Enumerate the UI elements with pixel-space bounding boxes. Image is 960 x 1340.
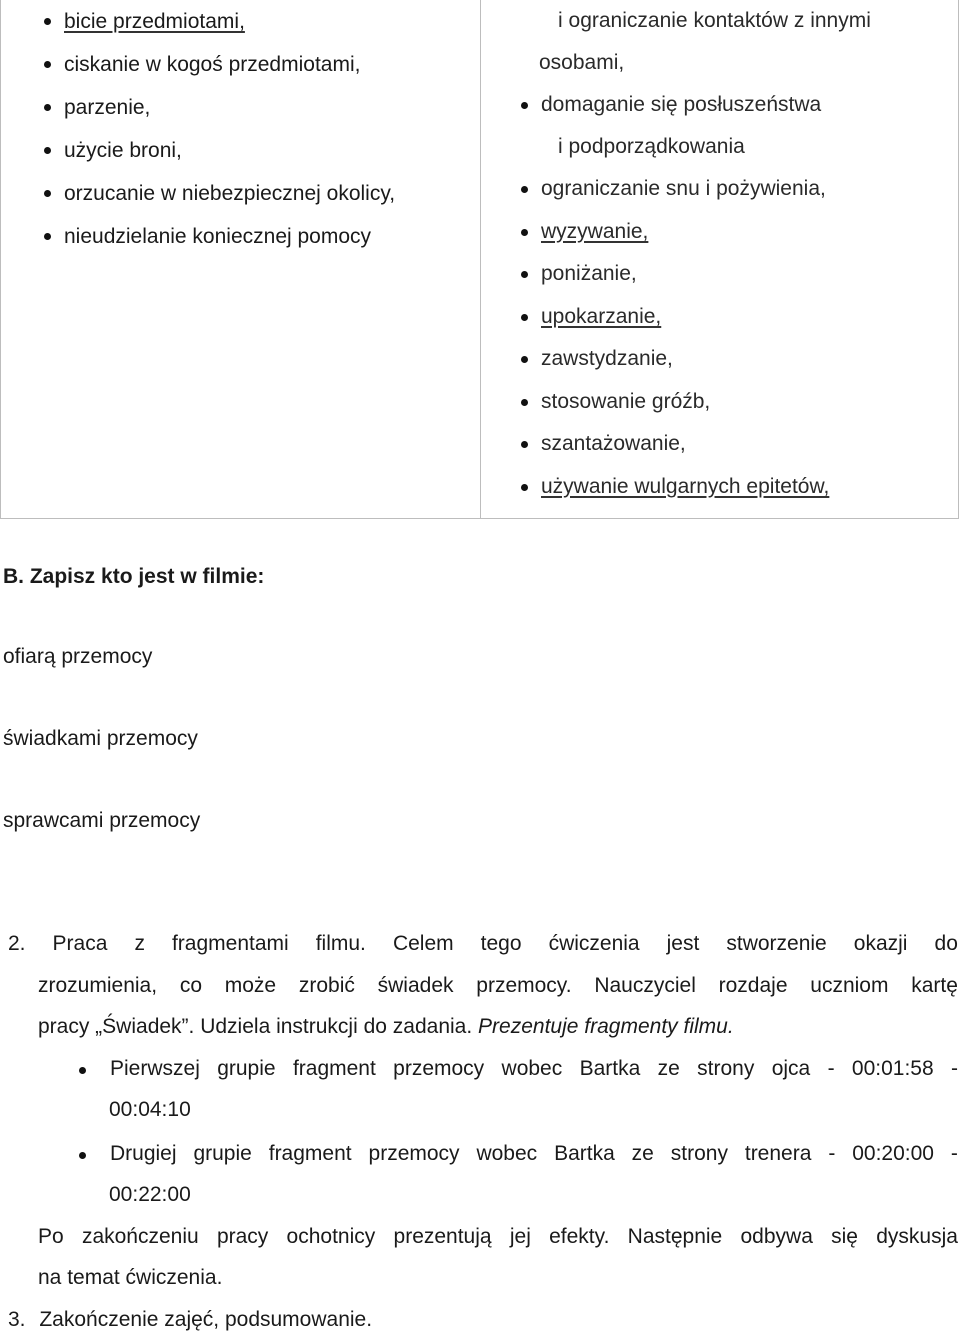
word: - (951, 1048, 958, 1090)
list-item-text: stosowanie gróźb, (541, 390, 710, 413)
bullet-icon (79, 1152, 86, 1159)
list-item (481, 381, 960, 424)
word: wobec (502, 1048, 563, 1090)
word: Bartka (580, 1048, 641, 1090)
list-item-text: upokarzanie, (541, 305, 661, 328)
word: - (951, 1133, 958, 1175)
role-row-witnesses: świadkami przemocy (3, 719, 264, 801)
bullet-icon (521, 484, 528, 491)
list-item-text: nieudzielanie koniecznej pomocy (64, 225, 371, 248)
list-item-text: wyzywanie, (541, 220, 648, 243)
word: ze (658, 1048, 680, 1090)
role-row-perpetrators: sprawcami przemocy (3, 801, 264, 883)
list-item-text: ciskanie w kogoś przedmiotami, (64, 53, 360, 76)
word: Po (38, 1216, 64, 1258)
bullet-icon (44, 18, 51, 25)
bullet-icon (521, 229, 528, 236)
word: z (134, 923, 145, 965)
timestamp: 00:01:58 (852, 1048, 934, 1090)
word: kartę (911, 965, 958, 1007)
word: może (225, 965, 276, 1007)
list-item-line: osobami, (539, 42, 954, 84)
bullet-icon (521, 102, 528, 109)
list-item-line: i podporządkowania (541, 126, 954, 168)
paragraph-line-justified (0, 1216, 958, 1258)
list-item-text: parzenie, (64, 96, 150, 119)
list-number: 3. (8, 1308, 26, 1331)
word: co (180, 965, 202, 1007)
word: zakończeniu (82, 1216, 199, 1258)
timestamp: 00:20:00 (852, 1133, 934, 1175)
word: kontaktów (693, 9, 788, 32)
word: się (831, 1216, 858, 1258)
paragraph-line: na temat ćwiczenia. (0, 1257, 958, 1299)
word: pracy (217, 1216, 268, 1258)
list-item (1, 129, 395, 172)
word: posłuszeństwa (683, 93, 821, 116)
bullet-icon (521, 356, 528, 363)
word: jej (510, 1216, 531, 1258)
word: Praca (53, 923, 108, 965)
word: strony (671, 1133, 728, 1175)
paragraph-line-justified (0, 923, 958, 965)
item-2-paragraph (0, 923, 958, 1340)
list-item-text: szantażowanie, (541, 432, 686, 455)
bullet-icon (521, 399, 528, 406)
word: Celem (393, 923, 454, 965)
list-item-text: poniżanie, (541, 262, 637, 285)
psychological-violence-cell (480, 0, 959, 519)
word: zrozumienia, (38, 965, 157, 1007)
physical-violence-list (1, 0, 395, 258)
bullet-icon (521, 314, 528, 321)
word: Bartka (554, 1133, 615, 1175)
bullet-icon (44, 147, 51, 154)
bullet-icon (44, 233, 51, 240)
list-item (1, 172, 395, 215)
list-item-text: użycie broni, (64, 139, 182, 162)
list-number: 2. (8, 923, 26, 965)
word: się (651, 93, 678, 116)
paragraph-line-justified (110, 1048, 958, 1090)
list-item-text: ograniczanie snu i pożywienia, (541, 177, 826, 200)
word: innymi (810, 9, 871, 32)
physical-violence-cell (0, 0, 480, 519)
word: do (935, 923, 958, 965)
paragraph-line-justified (110, 1133, 958, 1175)
word: domaganie (541, 93, 645, 116)
list-item-text: zawstydzanie, (541, 347, 673, 370)
word: efekty. (549, 1216, 609, 1258)
word: zrobić (299, 965, 355, 1007)
fragment-bullet-1 (0, 1048, 958, 1090)
word: przemocy (393, 1048, 484, 1090)
paragraph-text: pracy „Świadek”. Udziela instrukcji do zadania. (38, 1015, 472, 1038)
item-3-line (0, 1299, 958, 1340)
word: rozdaje (719, 965, 788, 1007)
word: stworzenie (726, 923, 826, 965)
bullet-icon (44, 104, 51, 111)
word: Następnie (628, 1216, 723, 1258)
word: fragmentami (172, 923, 289, 965)
list-item-text: bicie przedmiotami, (64, 10, 245, 33)
word: jest (667, 923, 700, 965)
list-item (1, 215, 395, 258)
list-item (481, 338, 960, 381)
word: świadek (378, 965, 454, 1007)
word: strony (697, 1048, 754, 1090)
list-item (481, 253, 960, 296)
word: uczniom (810, 965, 888, 1007)
word: fragment (269, 1133, 352, 1175)
word: okazji (854, 923, 908, 965)
word: - (828, 1048, 835, 1090)
section-b-heading: B. Zapisz kto jest w filmie: (3, 557, 264, 597)
word: ze (632, 1133, 654, 1175)
word: Drugiej (110, 1133, 177, 1175)
bullet-icon (521, 186, 528, 193)
timestamp-line: 00:04:10 (0, 1089, 958, 1131)
word: - (828, 1133, 835, 1175)
role-row-victim: ofiarą przemocy (3, 637, 264, 719)
list-item (1, 43, 395, 86)
list-item (481, 84, 960, 168)
word: dyskusja (876, 1216, 958, 1258)
word: ochotnicy (287, 1216, 376, 1258)
fragment-bullet-2 (0, 1133, 958, 1175)
paragraph-line (0, 1006, 958, 1048)
word: ojca (772, 1048, 811, 1090)
word: odbywa (740, 1216, 812, 1258)
timestamp-line: 00:22:00 (0, 1174, 958, 1216)
list-item (481, 423, 960, 466)
word: Nauczyciel (594, 965, 696, 1007)
paragraph-text-italic: Prezentuje fragmenty filmu. (478, 1015, 734, 1038)
word: ograniczanie (569, 9, 688, 32)
word: grupie (217, 1048, 275, 1090)
section-b (3, 557, 264, 883)
list-item-line-justified (558, 0, 954, 42)
list-item (481, 296, 960, 339)
bullet-icon (79, 1067, 86, 1074)
word: tego (481, 923, 522, 965)
list-item (481, 0, 960, 84)
bullet-icon (44, 61, 51, 68)
bullet-icon (44, 190, 51, 197)
bullet-icon (521, 441, 528, 448)
word: grupie (193, 1133, 251, 1175)
word: wobec (476, 1133, 537, 1175)
list-item-text: orzucanie w niebezpiecznej okolicy, (64, 182, 395, 205)
word: ćwiczenia (549, 923, 640, 965)
list-item-line-justified (541, 84, 954, 126)
list-item (1, 86, 395, 129)
word: Pierwszej (110, 1048, 200, 1090)
word: fragment (293, 1048, 376, 1090)
list-item (481, 211, 960, 254)
list-item (481, 168, 960, 211)
list-item (481, 466, 960, 509)
word: przemocy (369, 1133, 460, 1175)
item-3-text: Zakończenie zajęć, podsumowanie. (39, 1308, 372, 1331)
bullet-icon (521, 271, 528, 278)
paragraph-line-justified (0, 965, 958, 1007)
word: filmu. (316, 923, 366, 965)
word: przemocy. (476, 965, 571, 1007)
psychological-violence-list (481, 0, 960, 508)
word: i (558, 9, 563, 32)
list-item-text: używanie wulgarnych epitetów, (541, 475, 829, 498)
list-item (1, 0, 395, 43)
word: z (794, 9, 805, 32)
word: prezentują (394, 1216, 492, 1258)
violence-forms-table (0, 0, 959, 520)
word: trenera (745, 1133, 812, 1175)
